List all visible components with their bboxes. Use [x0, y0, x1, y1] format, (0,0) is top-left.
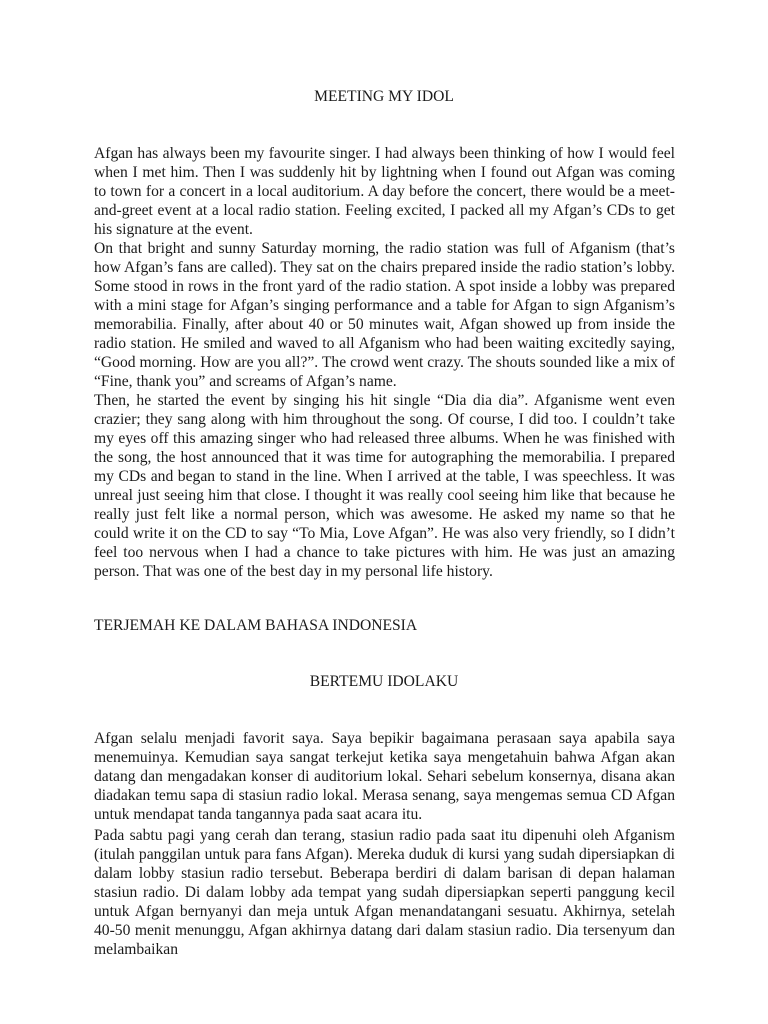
indonesian-paragraph-2: Pada sabtu pagi yang cerah dan terang, stasiun radio pada saat itu dipenuhi oleh Afganism (itulah panggilan untuk para fans Afgan). Mereka duduk di kursi yang sudah dipersiapkan di dalam lobby stasiun radio tersebut. Beberapa berdiri di dalam barisan di depan halaman stasiun radio. Di dalam lobby ada tempat yang sudah dipersiapkan seperti panggung kecil untuk Afgan bernyanyi dan meja untuk Afgan menandatangani sesuatu. Akhirnya, setelah 40-50 menit menunggu, Afgan akhirnya datang dari dalam stasiun radio. Dia tersenyum dan melambaikan — [94, 827, 675, 958]
english-title: MEETING MY IDOL — [314, 88, 454, 105]
translation-heading: TERJEMAH KE DALAM BAHASA INDONESIA — [94, 617, 418, 634]
english-paragraph-3: Then, he started the event by singing his hit single “Dia dia dia”. Afganisme went even crazier; they sang along with him throughout the song. Of course, I did too. I couldn’t take my eyes off this amazing singer who had released three albums. When he was finished with the song, the host announced that it was time for autographing the memorabilia. I prepared my CDs and began to stand in the line. When I arrived at the table, I was speechless. It was unreal just seeing him that close. I thought it was really cool seeing him like that because he really just felt like a normal person, which was awesome. He asked my name so that he could write it on the CD to say “To Mia, Love Afgan”. He was also very friendly, so I didn’t feel too nervous when I had a chance to take pictures with him. He was just an amazing person. That was one of the best day in my personal life history. — [94, 392, 675, 580]
indonesian-title: BERTEMU IDOLAKU — [309, 673, 459, 690]
english-paragraph-1: Afgan has always been my favourite singer. I had always been thinking of how I would feel when I met him. Then I was suddenly hit by lightning when I found out Afgan was coming to town for a concert in a local auditorium. A day before the concert, there would be a meet-and-greet event at a local radio station. Feeling excited, I packed all my Afgan’s CDs to get his signature at the event. — [94, 145, 675, 238]
english-paragraph-2: On that bright and sunny Saturday morning, the radio station was full of Afganism (that’s how Afgan’s fans are called). They sat on the chairs prepared inside the radio station’s lobby. Some stood in rows in the front yard of the radio station. A spot inside a lobby was prepared with a mini stage for Afgan’s singing performance and a table for Afgan to sign Afganism’s memorabilia. Finally, after about 40 or 50 minutes wait, Afgan showed up from inside the radio station. He smiled and waved to all Afganism who had been waiting excitedly saying, “Good morning. How are you all?”. The crowd went crazy. The shouts sounded like a mix of “Fine, thank you” and screams of Afgan’s name. — [94, 240, 675, 390]
indonesian-paragraph-1: Afgan selalu menjadi favorit saya. Saya bepikir bagaimana perasaan saya apabila saya menemuinya. Kemudian saya sangat terkejut ketika saya mengetahuin bahwa Afgan akan datang dan mengadakan konser di auditorium lokal. Sehari sebelum konsernya, disana akan diadakan temu sapa di stasiun radio lokal. Merasa senang, saya mengemas semua CD Afgan untuk mendapat tanda tangannya pada saat acara itu. — [94, 730, 675, 823]
